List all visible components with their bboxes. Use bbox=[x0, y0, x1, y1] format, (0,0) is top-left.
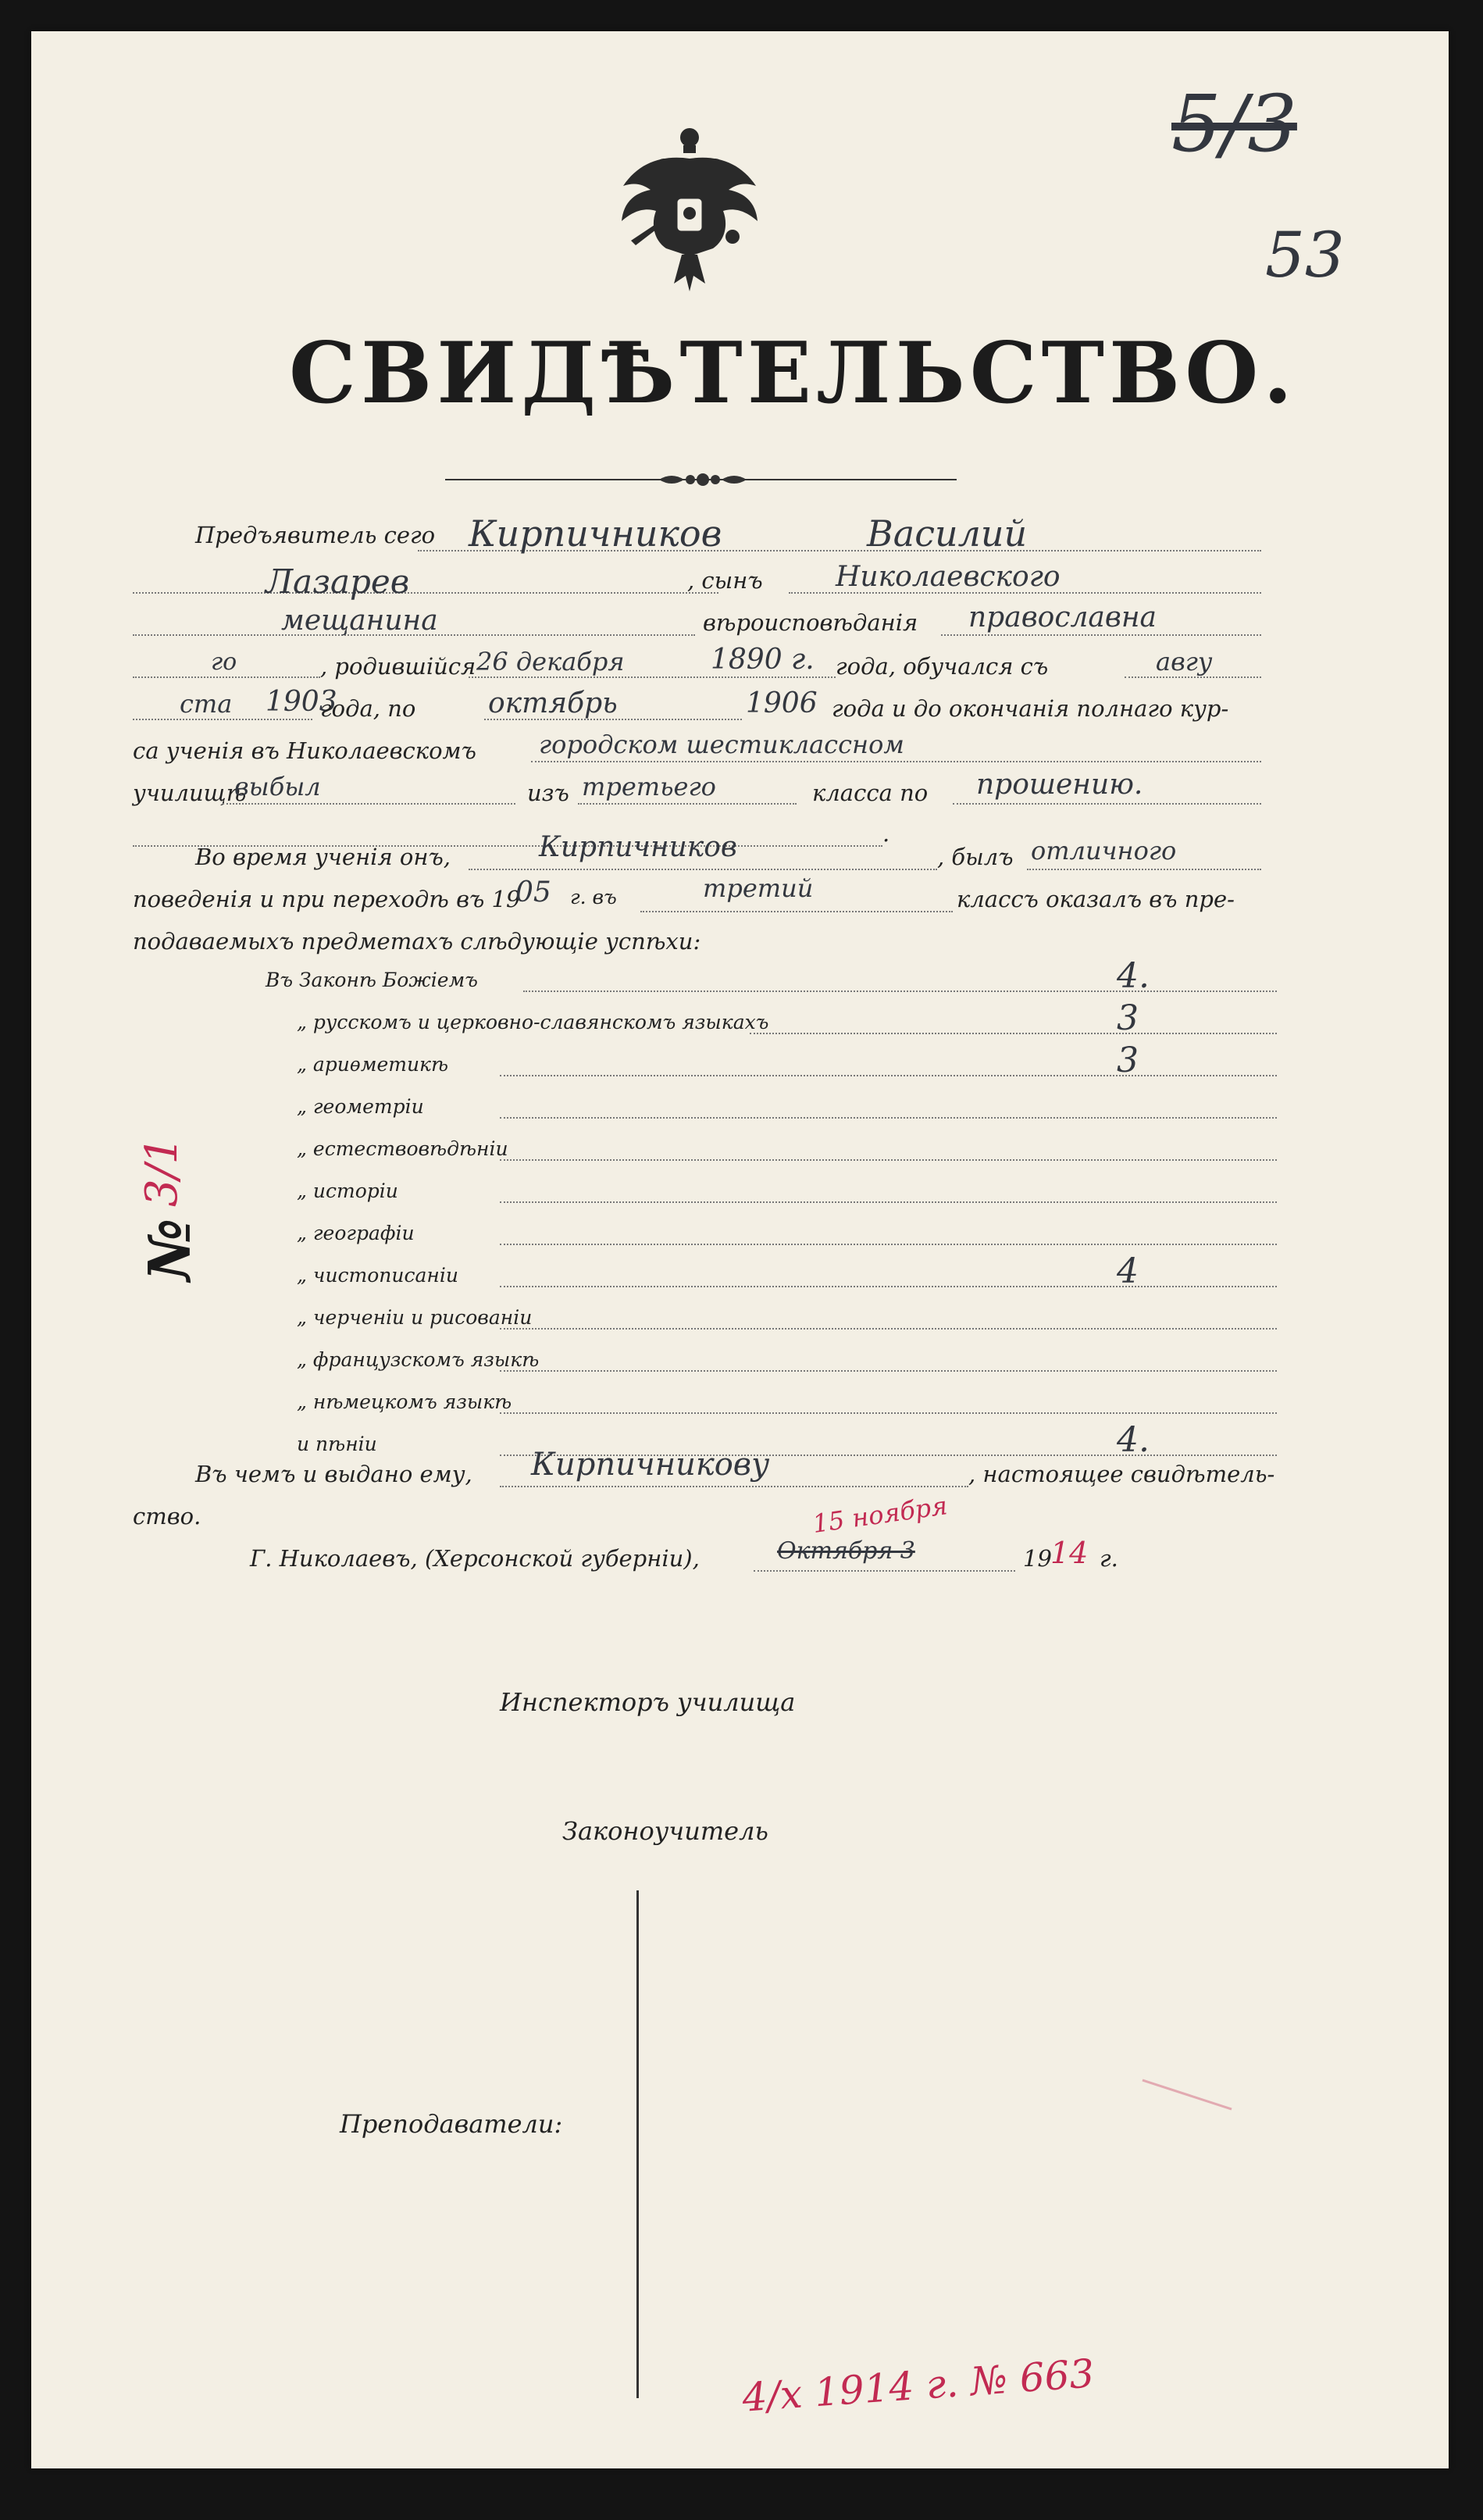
document-title: СВИДѢТЕЛЬСТВО. bbox=[289, 324, 1297, 423]
issued-tail: , настоящее свидѣтель- bbox=[968, 1461, 1275, 1487]
date-red-handwritten: 15 ноября bbox=[811, 1490, 950, 1539]
faint-mark bbox=[1142, 2079, 1232, 2111]
place-city: Г. Николаевъ, (Херсонской губерніи), bbox=[250, 1545, 700, 1572]
study-from-year-handwritten: 1903 bbox=[266, 686, 337, 718]
conduct-line2-a: поведенія и при переходѣ въ 19 bbox=[133, 886, 521, 912]
born-label: , родившійся bbox=[320, 653, 476, 680]
intro-lead: Предъявитель сего bbox=[195, 522, 436, 548]
subject-row bbox=[266, 998, 1277, 1044]
class-label: класса по bbox=[812, 780, 929, 806]
teachers-label: Преподаватели: bbox=[340, 2109, 563, 2139]
subject-grade-handwritten: 3 bbox=[1117, 998, 1139, 1038]
subject-line bbox=[500, 1412, 1277, 1414]
studied-label: года, обучался съ bbox=[836, 653, 1049, 680]
patronymic-handwritten: Лазарев bbox=[266, 562, 410, 601]
subject-label: „ черченіи и рисованіи bbox=[297, 1306, 533, 1329]
subject-row bbox=[266, 1212, 1277, 1255]
subject-line bbox=[500, 1201, 1277, 1203]
subject-line bbox=[500, 1328, 1277, 1330]
study-to-month-handwritten: октябрь bbox=[488, 687, 618, 719]
transfer-class-handwritten: третий bbox=[703, 873, 814, 903]
subject-line bbox=[750, 1033, 1277, 1034]
study-month-a-handwritten: авгу bbox=[1156, 647, 1213, 676]
study-month-b-handwritten: ста bbox=[180, 689, 233, 719]
registration-number-stamp bbox=[137, 1070, 204, 1289]
conduct-line2-b: г. въ bbox=[570, 886, 617, 908]
conduct-lead: Во время ученія онъ, bbox=[195, 844, 451, 870]
subject-line bbox=[500, 1286, 1277, 1287]
certificate-sheet bbox=[31, 31, 1449, 2468]
from-label: изъ bbox=[527, 780, 569, 806]
father-social-handwritten: Николаевского bbox=[836, 561, 1061, 593]
teachers-brace bbox=[636, 1890, 643, 2398]
conduct-grade-handwritten: отличного bbox=[1031, 836, 1177, 866]
date-struck-handwritten: Октября 3 bbox=[777, 1537, 915, 1565]
subject-label: „ естествовѣдѣніи bbox=[297, 1137, 508, 1160]
son-of-label: , сынъ bbox=[687, 567, 763, 594]
born-date-handwritten: 26 декабря bbox=[476, 647, 625, 676]
subject-label: Въ Законѣ Божіемъ bbox=[266, 969, 478, 991]
year-suffix: г. bbox=[1100, 1545, 1118, 1572]
subject-grade-handwritten: 4 bbox=[1117, 1251, 1139, 1291]
issued-name-handwritten: Кирпичникову bbox=[531, 1447, 770, 1483]
school-label: училищѣ bbox=[133, 780, 247, 806]
subject-label: и пѣніи bbox=[297, 1433, 377, 1455]
subject-line bbox=[500, 1117, 1277, 1119]
subject-row bbox=[266, 1339, 1277, 1381]
double-headed-eagle-icon bbox=[608, 123, 772, 295]
issued-tail2: ство. bbox=[133, 1503, 201, 1529]
subject-row bbox=[266, 1251, 1277, 1297]
religion-label: вѣроисповѣданія bbox=[703, 609, 918, 636]
subject-label: „ нѣмецкомъ языкѣ bbox=[297, 1390, 512, 1413]
subject-label: „ ариѳметикѣ bbox=[297, 1053, 449, 1076]
class-word-handwritten: третьего bbox=[582, 772, 716, 801]
name-handwritten: Василий bbox=[867, 512, 1028, 555]
subject-label: „ исторіи bbox=[297, 1180, 398, 1202]
religion-handwritten: православна bbox=[968, 601, 1157, 634]
reason-handwritten: прошению. bbox=[976, 769, 1143, 801]
subject-row bbox=[266, 1128, 1277, 1170]
issued-lead: Въ чемъ и выдано ему, bbox=[195, 1461, 472, 1487]
school-type-handwritten: городском шестиклассном bbox=[539, 730, 904, 759]
archive-mark-new: 53 bbox=[1265, 219, 1345, 291]
subject-label: „ геометріи bbox=[297, 1095, 424, 1118]
subject-row bbox=[266, 1086, 1277, 1128]
subject-grade-handwritten: 4. bbox=[1117, 1420, 1150, 1460]
study-to-year-handwritten: 1906 bbox=[746, 687, 818, 719]
subject-grade-handwritten: 3 bbox=[1117, 1040, 1139, 1080]
archive-mark-old: 5/3 bbox=[1171, 78, 1297, 170]
subject-label: „ географіи bbox=[297, 1222, 415, 1244]
inspector-label: Инспекторъ училища bbox=[500, 1687, 796, 1717]
left-word-handwritten: выбыл bbox=[234, 772, 321, 801]
religion-tail-handwritten: го bbox=[211, 648, 237, 676]
course-line: са ученія въ Николаевскомъ bbox=[133, 737, 476, 764]
subject-row bbox=[266, 956, 1277, 1001]
father-status-handwritten: мещанина bbox=[281, 605, 438, 637]
priest-label: Законоучитель bbox=[562, 1816, 768, 1846]
subject-line bbox=[500, 1075, 1277, 1076]
subject-line bbox=[523, 991, 1277, 992]
year-handwritten: 14 bbox=[1050, 1536, 1089, 1570]
surname-handwritten: Кирпичников bbox=[469, 512, 722, 555]
subject-row bbox=[266, 1420, 1277, 1465]
subject-row bbox=[266, 1297, 1277, 1339]
archive-ref-red: 4/x 1914 г. № 663 bbox=[740, 2350, 1096, 2421]
by-label: года, по bbox=[320, 695, 416, 722]
completion-label: года и до окончанія полнаго кур- bbox=[832, 695, 1229, 722]
year-prefix: 19 bbox=[1023, 1545, 1052, 1572]
subject-label: „ русскомъ и церковно-славянскомъ языкахъ bbox=[297, 1011, 769, 1033]
subject-line bbox=[500, 1159, 1277, 1161]
stamp-prefix: № bbox=[137, 1218, 204, 1281]
ornament-icon bbox=[656, 470, 750, 489]
subject-label: „ чистописаніи bbox=[297, 1264, 458, 1287]
subject-row bbox=[266, 1170, 1277, 1212]
subject-line bbox=[500, 1370, 1277, 1372]
conduct-name-handwritten: Кирпичников bbox=[539, 831, 737, 863]
stamp-number: 3/1 bbox=[137, 1136, 187, 1207]
subject-line bbox=[500, 1244, 1277, 1245]
subject-label: „ французскомъ языкѣ bbox=[297, 1348, 540, 1371]
born-year-handwritten: 1890 г. bbox=[711, 644, 815, 676]
transfer-year-handwritten: 05 bbox=[515, 876, 551, 908]
line-end-dot: . bbox=[882, 820, 890, 847]
subject-grade-handwritten: 4. bbox=[1117, 956, 1150, 996]
subject-row bbox=[266, 1040, 1277, 1086]
was-label: , былъ bbox=[937, 844, 1014, 870]
conduct-line2-c: классъ оказалъ въ пре- bbox=[957, 886, 1235, 912]
subjects-list bbox=[266, 956, 1277, 1475]
subject-row bbox=[266, 1381, 1277, 1423]
conduct-line3: подаваемыхъ предметахъ слѣдующіе успѣхи: bbox=[133, 928, 701, 955]
